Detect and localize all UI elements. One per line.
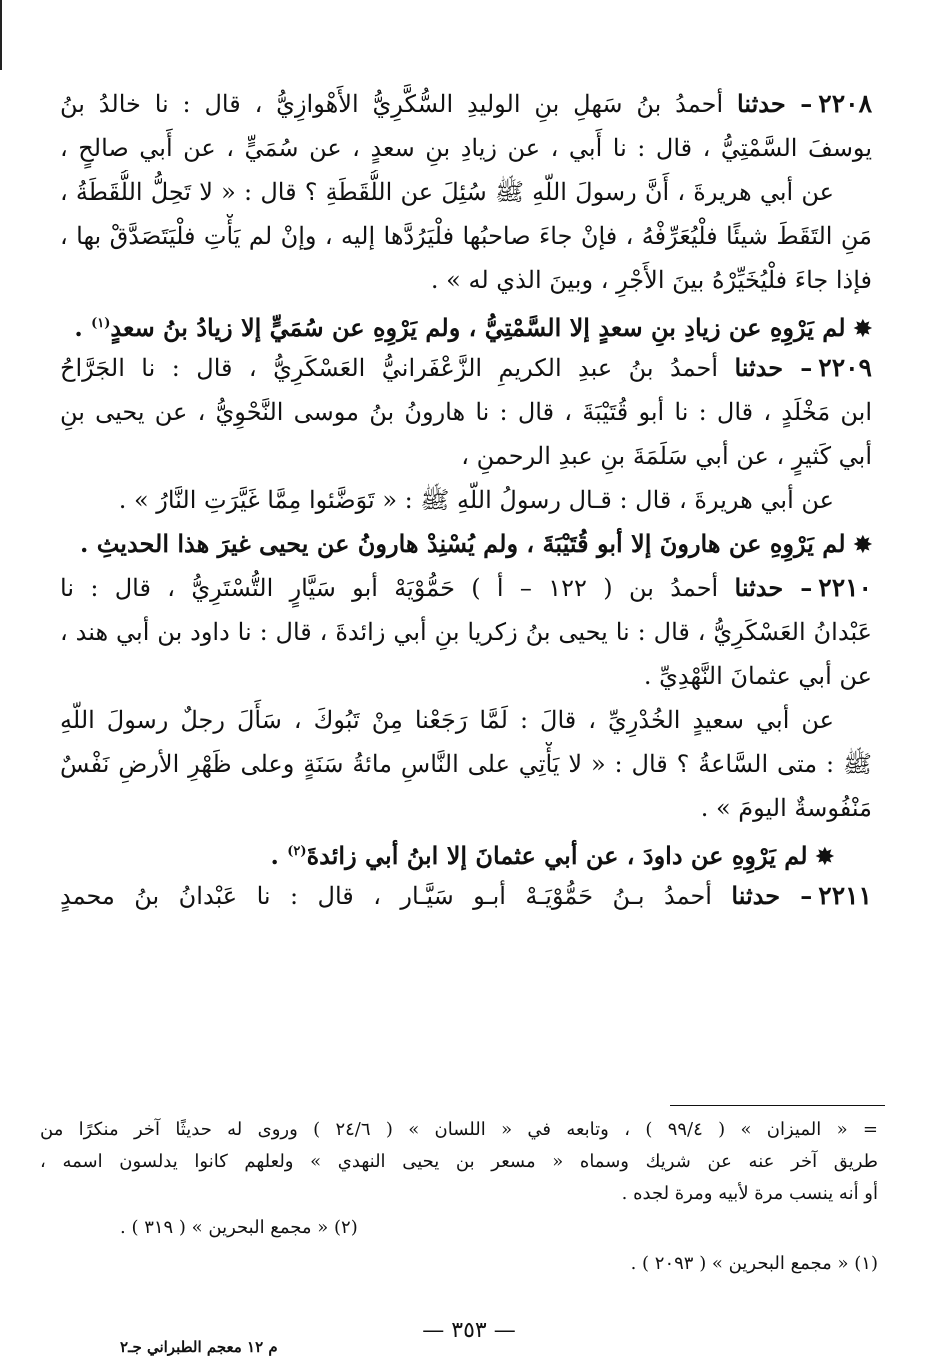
page-number: — ٣٥٣ — — [422, 1318, 516, 1343]
hadith-number: ٢٢١١ — [818, 881, 872, 910]
page-edge-line — [0, 0, 2, 70]
hadith-2208-line-1: ٢٢٠٨– حدثنا أحمدُ بنُ سَهلِ بنِ الوليدِ السُّكَّرِيُّ الأَهْوازِيُّ ، قال : نا خالدُ بنُ — [60, 89, 872, 118]
printer-signature: م ١٢ معجم الطبراني جـ٢ — [120, 1338, 278, 1356]
hadith-2209-line-4: عن أبي هريرةَ ، قال : قـال رسولُ اللّهِ ﷺ : « تَوَضَّئوا مِمَّا غَيَّرَتِ النَّارُ » . — [118, 486, 834, 514]
hadith-2208-line-5: فإذا جاءَ فلْيُخَيِّرْهُ بينَ الأَجْرِ ، وبينَ الذي له » . — [430, 266, 872, 294]
hadith-2209-note: ✸لم يَرْوِهِ عن هارونَ إلا أبو قُتَيْبَةَ ، ولم يُسْنِدْ هارونُ عن يحيى غيرَ هذا الحديثِ . — [80, 529, 872, 558]
footnote-continuation-line-3: أو أنه ينسب مرة لأبيه ومرة لجده . — [621, 1183, 878, 1204]
hadith-lead: – حدثنا — [731, 881, 813, 910]
footnote-2: (٢) « مجمع البحرين » ( ٣١٩ ) . — [120, 1217, 358, 1238]
hadith-2208-note: ✸لم يَرْوِهِ عن زيادِ بنِ سعدٍ إلا السَّمْتِيُّ ، ولم يَرْوِهِ عن سُمَيٍّ إلا زيادُ بنُ سعدٍ$^{(١)}$ . — [74, 313, 872, 342]
hadith-2210-line-6: مَنْفُوسةٌ اليومَ » . — [700, 794, 872, 822]
asterisk-icon: ✸ — [853, 532, 872, 558]
hadith-2210-note: ✸لم يَرْوِهِ عن داودَ ، عن أبي عثمانَ إلا ابنُ أبي زائدةَ$^{(٢)}$ . — [270, 841, 834, 870]
hadith-2210-line-5: ﷺ : متى السَّاعةُ ؟ قال : « لا يَأْتِي على النَّاسِ مائةُ سَنَةٍ وعلى ظَهْرِ الأرضِ نَفْسٌ — [60, 750, 872, 778]
hadith-2208-line-4: مَنِ التَقَطَ شيئًا فلْيُعَرِّفْهُ ، فإنْ جاءَ صاحبُها فلْيَرُدَّها إليه ، وإنْ لم يَأْتِ فلْيَتَصَدَّقْ بها ، — [60, 222, 872, 250]
footnote-1: (١) « مجمع البحرين » ( ٢٠٩٣ ) . — [630, 1253, 878, 1274]
hadith-number: ٢٢٠٨ — [818, 89, 872, 118]
hadith-lead: – حدثنا — [734, 353, 813, 382]
hadith-2210-line-2: عَبْدانُ العَسْكَرِيُّ ، قال : نا يحيى بنُ زكريا بنِ أبي زائدةَ ، قال : نا داود بن أبي هند ، — [60, 618, 872, 646]
asterisk-icon: ✸ — [853, 316, 872, 342]
main-text — [60, 82, 872, 918]
hadith-2211-line-1: ٢٢١١– حدثنا أحمدُ بـنُ حَمُّوْيَـهْ أبـو سَيَّـار ، قال : نا عَبْدانُ بنُ محمدٍ — [60, 881, 872, 910]
hadith-2209-line-1: ٢٢٠٩– حدثنا أحمدُ بنُ عبدِ الكريمِ الزَّعْفَرانيُّ العَسْكَرِيُّ ، قال : نا الجَرَّاحُ — [60, 353, 872, 382]
hadith-2208-line-2: يوسفَ السَّمْتِيُّ ، قال : نا أَبي ، عن زيادِ بنِ سعدٍ ، عن سُمَيٍّ ، عن أَبي صالحٍ ، — [60, 134, 872, 162]
hadith-lead: – حدثنا — [734, 573, 813, 602]
footnote-continuation-line-2: طريق آخر عنه عن شريك وسماه « مسعر بن يحيى النهدي » ولعلهم كانوا يدلسون اسمه ، — [40, 1151, 878, 1172]
footnote-ref: (١) — [91, 316, 111, 331]
hadith-2210-line-1: ٢٢١٠– حدثنا أحمدُ بن ( ١٢٢ – أ ) حَمُّوْيَهْ أبو سَيَّارٍ التُّسْتَرِيُّ ، قال : نا — [60, 573, 872, 602]
footnote-continuation-line-1: = « الميزان » ( ٩٩/٤ ) ، وتابعه في « اللسان » ( ٢٤/٦ ) وروى له حديثًا آخر منكرًا من — [40, 1119, 878, 1140]
hadith-2209-line-3: أبي كَثيرٍ ، عن أبي سَلَمَةَ بنِ عبدِ الرحمنِ ، — [461, 442, 872, 470]
hadith-2210-line-4: عن أبي سعيدٍ الخُدْرِيِّ ، قالَ : لَمَّا رَجَعْنا مِنْ تَبُوكَ ، سَأَلَ رجلٌ رسولَ اللّهِ — [60, 706, 834, 734]
hadith-lead: – حدثنا — [737, 89, 813, 118]
asterisk-icon: ✸ — [815, 844, 834, 870]
hadith-number: ٢٢١٠ — [818, 573, 872, 602]
hadith-2210-line-3: عن أبي عثمانَ النَّهْدِيِّ . — [643, 662, 872, 690]
hadith-2209-line-2: ابن مَخْلَدٍ ، قال : نا أبو قُتَيْبَةَ ، قال : نا هارونُ بنُ موسى النَّحْوِيُّ ، عن يحيى بنِ — [60, 398, 872, 426]
footnote-divider — [670, 1105, 885, 1106]
footnote-ref: (٢) — [287, 844, 307, 859]
hadith-2208-line-3: عن أبي هريرةَ ، أَنَّ رسولَ اللّهِ ﷺ سُئِلَ عن اللُّقَطَةِ ؟ قال : « لا تَحِلُّ اللُّقَطَةُ ، — [60, 178, 834, 206]
hadith-number: ٢٢٠٩ — [818, 353, 872, 382]
